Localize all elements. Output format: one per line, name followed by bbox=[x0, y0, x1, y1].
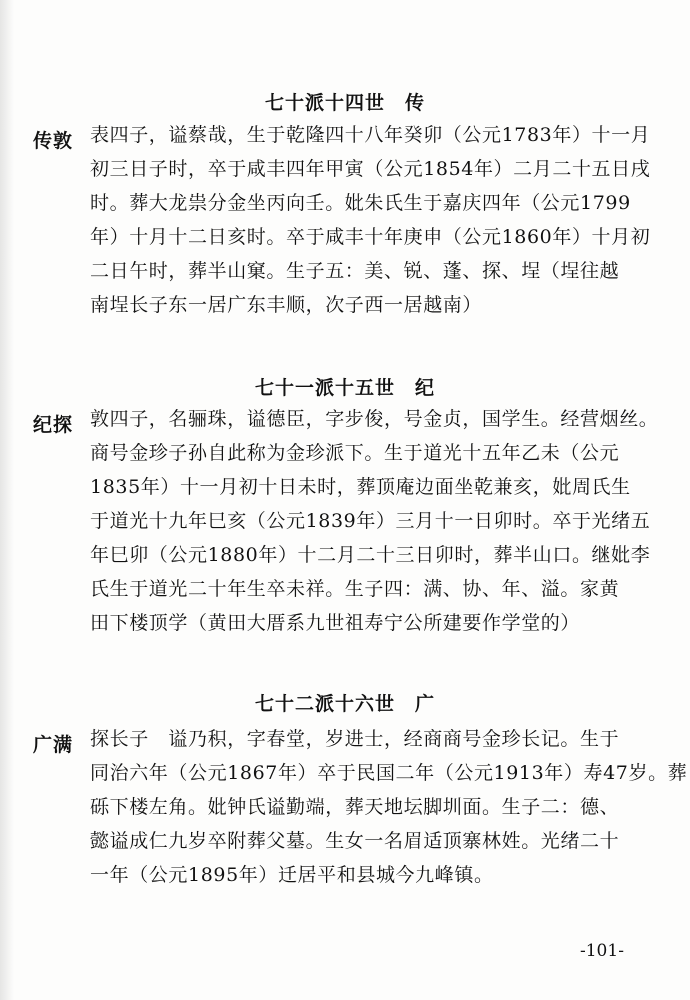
text-line: 砾下楼左角。妣钟氏谥勤端，葬天地坛脚圳面。生子二：德、 bbox=[90, 796, 620, 818]
text-line: 年巳卯（公元1880年）十二月二十三日卯时，葬半山口。继妣李 bbox=[90, 544, 651, 566]
text-line: 田下楼顶学（黄田大厝系九世祖寿宁公所建要作学堂的） bbox=[90, 612, 581, 634]
entry-name-guangman: 广满 bbox=[33, 734, 74, 756]
text-line: 年）十月十二日亥时。卒于咸丰十年庚申（公元1860年）十月初 bbox=[90, 226, 651, 248]
scan-shadow-edge bbox=[0, 0, 14, 1000]
text-line: 氏生于道光二十年生卒未祥。生子四：满、协、年、溢。家黄 bbox=[90, 578, 620, 600]
text-line: 商号金珍子孙自此称为金珍派下。生于道光十五年乙未（公元 bbox=[90, 442, 620, 464]
text-line: 于道光十九年巳亥（公元1839年）三月十一日卯时。卒于光绪五 bbox=[90, 510, 651, 532]
text-line: 1835年）十一月初十日未时，葬顶庵边面坐乾兼亥，妣周氏生 bbox=[90, 476, 631, 498]
section-title-15th-generation: 七十一派十五世 纪 bbox=[254, 377, 435, 399]
section-title-16th-generation: 七十二派十六世 广 bbox=[254, 693, 435, 715]
text-line: 敦四子，名骊珠，谥德臣，字步俊，号金贞，国学生。经营烟丝。 bbox=[90, 408, 659, 430]
text-line: 时。葬大龙祟分金坐丙向壬。妣朱氏生于嘉庆四年（公元1799 bbox=[90, 192, 631, 214]
text-line: 南埕长子东一居广东丰顺，次子西一居越南） bbox=[90, 294, 483, 316]
text-line: 表四子，谥蔡哉，生于乾隆四十八年癸卯（公元1783年）十一月 bbox=[90, 124, 651, 146]
entry-name-chuandun: 传敦 bbox=[33, 130, 74, 152]
text-line: 探长子 谥乃积，字春堂，岁进士，经商商号金珍长记。生于 bbox=[90, 728, 620, 750]
text-line: 初三日子时，卒于咸丰四年甲寅（公元1854年）二月二十五日戌 bbox=[90, 158, 651, 180]
text-line: 懿谥成仁九岁卒附葬父墓。生女一名眉适顶寨林姓。光绪二十 bbox=[90, 830, 620, 852]
section-title-14th-generation: 七十派十四世 传 bbox=[264, 92, 425, 114]
page-number: -101- bbox=[580, 941, 624, 961]
text-line: 同治六年（公元1867年）卒于民国二年（公元1913年）寿47岁。葬 bbox=[90, 762, 688, 784]
text-line: 二日午时，葬半山窠。生子五：美、锐、蓬、探、埕（埕往越 bbox=[90, 260, 620, 282]
entry-name-jitan: 纪探 bbox=[33, 414, 74, 436]
text-line: 一年（公元1895年）迁居平和县城今九峰镇。 bbox=[90, 864, 494, 886]
